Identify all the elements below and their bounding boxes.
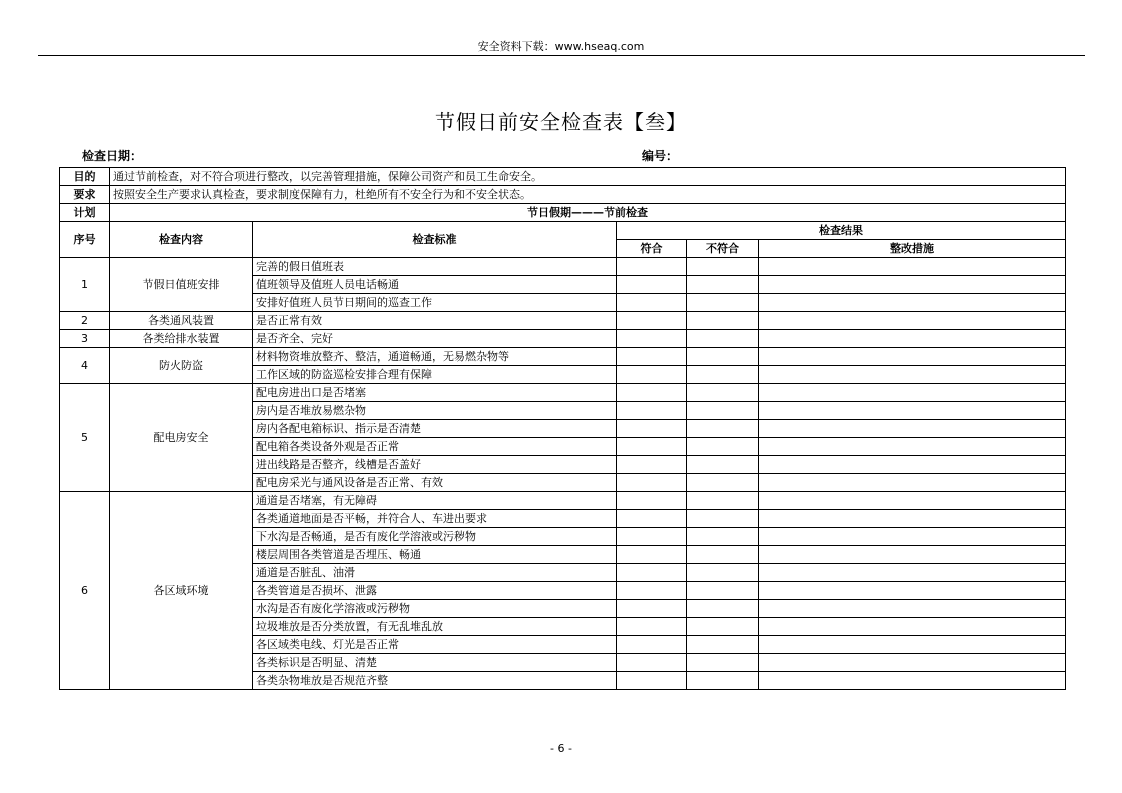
nonconform-cell[interactable] — [687, 312, 759, 330]
conform-cell[interactable] — [617, 420, 687, 438]
item-standard: 材料物资堆放整齐、整洁，通道畅通，无易燃杂物等 — [253, 348, 617, 366]
item-standard: 是否齐全、完好 — [253, 330, 617, 348]
requirement-label: 要求 — [60, 186, 110, 204]
item-content: 各类给排水装置 — [110, 330, 253, 348]
nonconform-cell[interactable] — [687, 564, 759, 582]
item-standard: 各类通道地面是否平畅，并符合人、车进出要求 — [253, 510, 617, 528]
rectify-cell[interactable] — [759, 438, 1066, 456]
nonconform-cell[interactable] — [687, 438, 759, 456]
nonconform-cell[interactable] — [687, 330, 759, 348]
nonconform-cell[interactable] — [687, 384, 759, 402]
col-rectify-header: 整改措施 — [759, 240, 1066, 258]
item-standard: 各类标识是否明显、清楚 — [253, 654, 617, 672]
item-standard: 通道是否脏乱、油滑 — [253, 564, 617, 582]
nonconform-cell[interactable] — [687, 474, 759, 492]
item-content: 配电房安全 — [110, 384, 253, 492]
col-result-header: 检查结果 — [617, 222, 1066, 240]
nonconform-cell[interactable] — [687, 654, 759, 672]
item-standard: 下水沟是否畅通，是否有废化学溶液或污秽物 — [253, 528, 617, 546]
item-content: 节假日值班安排 — [110, 258, 253, 312]
conform-cell[interactable] — [617, 672, 687, 690]
item-standard: 进出线路是否整齐，线槽是否盖好 — [253, 456, 617, 474]
nonconform-cell[interactable] — [687, 258, 759, 276]
rectify-cell[interactable] — [759, 420, 1066, 438]
table-row — [60, 384, 1066, 402]
page-number: - 6 - — [550, 742, 572, 755]
item-standard: 通道是否堵塞，有无障碍 — [253, 492, 617, 510]
rectify-cell[interactable] — [759, 474, 1066, 492]
conform-cell[interactable] — [617, 258, 687, 276]
rectify-cell[interactable] — [759, 330, 1066, 348]
item-standard: 配电房进出口是否堵塞 — [253, 384, 617, 402]
purpose-text: 通过节前检查，对不符合项进行整改，以完善管理措施，保障公司资产和员工生命安全。 — [110, 168, 1066, 186]
nonconform-cell[interactable] — [687, 492, 759, 510]
conform-cell[interactable] — [617, 366, 687, 384]
item-standard: 水沟是否有废化学溶液或污秽物 — [253, 600, 617, 618]
item-standard: 楼层周围各类管道是否埋压、畅通 — [253, 546, 617, 564]
nonconform-cell[interactable] — [687, 402, 759, 420]
conform-cell[interactable] — [617, 564, 687, 582]
item-standard: 配电房采光与通风设备是否正常、有效 — [253, 474, 617, 492]
requirement-row — [60, 186, 1066, 204]
item-content: 各区域环境 — [110, 492, 253, 690]
rectify-cell[interactable] — [759, 312, 1066, 330]
conform-cell[interactable] — [617, 600, 687, 618]
nonconform-cell[interactable] — [687, 366, 759, 384]
rectify-cell[interactable] — [759, 618, 1066, 636]
item-standard: 配电箱各类设备外观是否正常 — [253, 438, 617, 456]
plan-row — [60, 204, 1066, 222]
item-standard: 房内各配电箱标识、指示是否清楚 — [253, 420, 617, 438]
rectify-cell[interactable] — [759, 654, 1066, 672]
conform-cell[interactable] — [617, 348, 687, 366]
item-seq: 3 — [60, 330, 110, 348]
col-seq-header: 序号 — [60, 222, 110, 258]
conform-cell[interactable] — [617, 582, 687, 600]
item-standard: 各类管道是否损坏、泄露 — [253, 582, 617, 600]
nonconform-cell[interactable] — [687, 546, 759, 564]
item-standard: 完善的假日值班表 — [253, 258, 617, 276]
rectify-cell[interactable] — [759, 402, 1066, 420]
col-nonconform-header: 不符合 — [687, 240, 759, 258]
table-row — [60, 330, 1066, 348]
conform-cell[interactable] — [617, 474, 687, 492]
conform-cell[interactable] — [617, 384, 687, 402]
nonconform-cell[interactable] — [687, 294, 759, 312]
item-content: 各类通风装置 — [110, 312, 253, 330]
purpose-row — [60, 168, 1066, 186]
rectify-cell[interactable] — [759, 492, 1066, 510]
nonconform-cell[interactable] — [687, 672, 759, 690]
conform-cell[interactable] — [617, 294, 687, 312]
item-standard: 房内是否堆放易燃杂物 — [253, 402, 617, 420]
rectify-cell[interactable] — [759, 600, 1066, 618]
item-standard: 各区域类电线、灯光是否正常 — [253, 636, 617, 654]
item-seq: 4 — [60, 348, 110, 384]
inspection-table — [59, 167, 1066, 690]
check-date-label: 检查日期： — [82, 149, 143, 163]
requirement-text: 按照安全生产要求认真检查，要求制度保障有力，杜绝所有不安全行为和不安全状态。 — [110, 186, 1066, 204]
plan-label: 计划 — [60, 204, 110, 222]
conform-cell[interactable] — [617, 654, 687, 672]
item-seq: 5 — [60, 384, 110, 492]
item-standard: 工作区域的防盗巡检安排合理有保障 — [253, 366, 617, 384]
rectify-cell[interactable] — [759, 510, 1066, 528]
rectify-cell[interactable] — [759, 582, 1066, 600]
nonconform-cell[interactable] — [687, 528, 759, 546]
conform-cell[interactable] — [617, 636, 687, 654]
nonconform-cell[interactable] — [687, 636, 759, 654]
rectify-cell[interactable] — [759, 258, 1066, 276]
col-conform-header: 符合 — [617, 240, 687, 258]
conform-cell[interactable] — [617, 276, 687, 294]
nonconform-cell[interactable] — [687, 582, 759, 600]
rectify-cell[interactable] — [759, 276, 1066, 294]
table-row — [60, 312, 1066, 330]
col-content-header: 检查内容 — [110, 222, 253, 258]
conform-cell[interactable] — [617, 546, 687, 564]
rectify-cell[interactable] — [759, 366, 1066, 384]
conform-cell[interactable] — [617, 456, 687, 474]
item-seq: 6 — [60, 492, 110, 690]
nonconform-cell[interactable] — [687, 600, 759, 618]
item-content: 防火防盗 — [110, 348, 253, 384]
page-title: 节假日前安全检查表【叁】 — [435, 110, 687, 134]
purpose-label: 目的 — [60, 168, 110, 186]
conform-cell[interactable] — [617, 618, 687, 636]
rectify-cell[interactable] — [759, 564, 1066, 582]
item-standard: 各类杂物堆放是否规范齐整 — [253, 672, 617, 690]
conform-cell[interactable] — [617, 402, 687, 420]
rectify-cell[interactable] — [759, 528, 1066, 546]
table-row — [60, 348, 1066, 366]
table-row — [60, 492, 1066, 510]
nonconform-cell[interactable] — [687, 618, 759, 636]
nonconform-cell[interactable] — [687, 276, 759, 294]
conform-cell[interactable] — [617, 492, 687, 510]
item-standard: 垃圾堆放是否分类放置，有无乱堆乱放 — [253, 618, 617, 636]
conform-cell[interactable] — [617, 330, 687, 348]
column-header-row — [60, 222, 1066, 240]
rectify-cell[interactable] — [759, 456, 1066, 474]
site-header: 安全资料下载：www.hseaq.com — [477, 40, 645, 53]
nonconform-cell[interactable] — [687, 456, 759, 474]
item-standard: 值班领导及值班人员电话畅通 — [253, 276, 617, 294]
number-label: 编号： — [642, 149, 679, 163]
table-row — [60, 258, 1066, 276]
nonconform-cell[interactable] — [687, 510, 759, 528]
rectify-cell[interactable] — [759, 348, 1066, 366]
header-divider — [38, 55, 1085, 56]
rectify-cell[interactable] — [759, 672, 1066, 690]
rectify-cell[interactable] — [759, 294, 1066, 312]
rectify-cell[interactable] — [759, 546, 1066, 564]
nonconform-cell[interactable] — [687, 420, 759, 438]
item-seq: 1 — [60, 258, 110, 312]
item-seq: 2 — [60, 312, 110, 330]
conform-cell[interactable] — [617, 510, 687, 528]
rectify-cell[interactable] — [759, 384, 1066, 402]
col-standard-header: 检查标准 — [253, 222, 617, 258]
item-standard: 是否正常有效 — [253, 312, 617, 330]
conform-cell[interactable] — [617, 312, 687, 330]
plan-text: 节日假期———节前检查 — [110, 204, 1066, 222]
rectify-cell[interactable] — [759, 636, 1066, 654]
conform-cell[interactable] — [617, 438, 687, 456]
conform-cell[interactable] — [617, 528, 687, 546]
item-standard: 安排好值班人员节日期间的巡查工作 — [253, 294, 617, 312]
nonconform-cell[interactable] — [687, 348, 759, 366]
